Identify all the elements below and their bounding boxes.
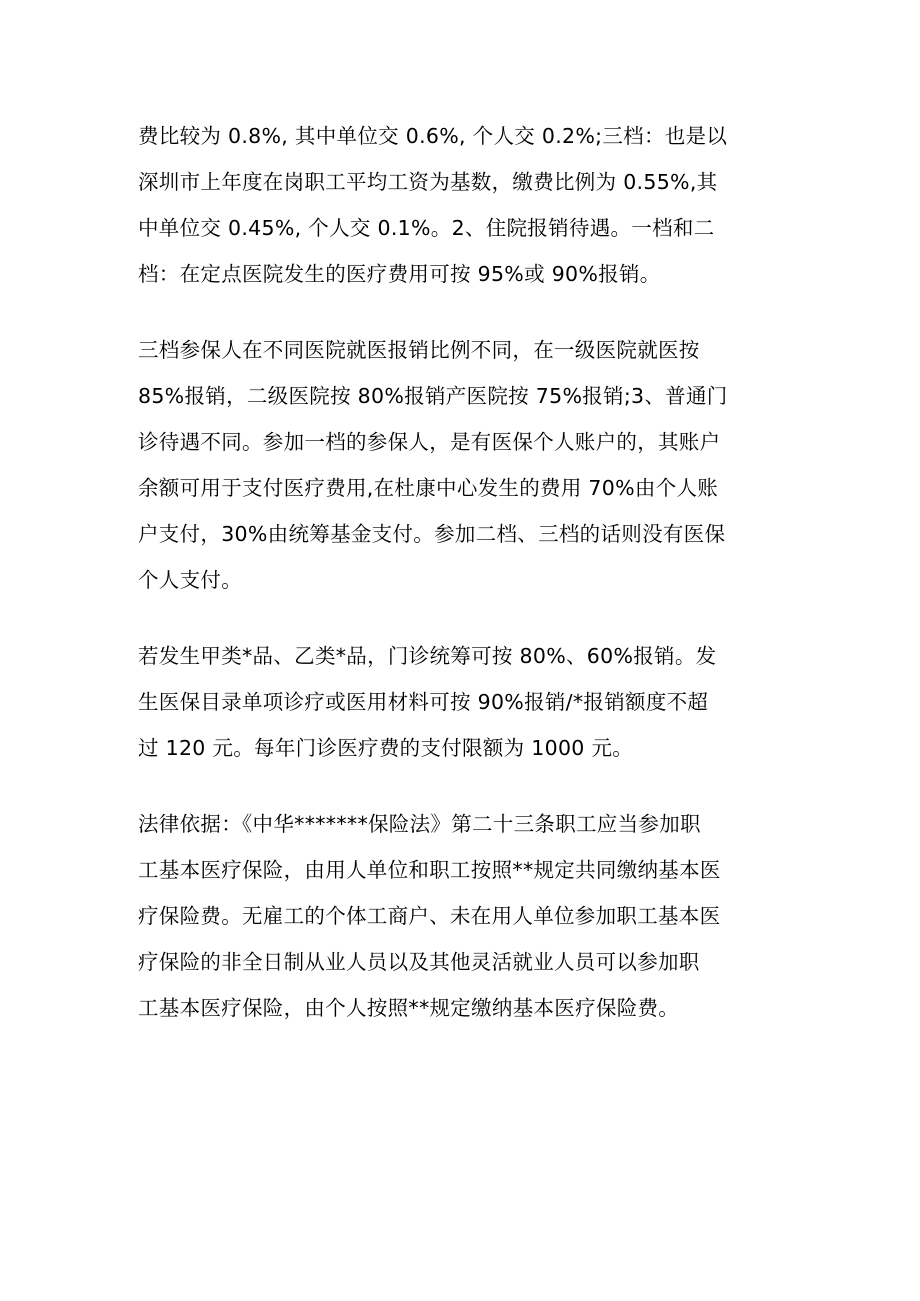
text-line: 档：在定点医院发生的医疗费用可按 95%或 90%报销。 <box>138 262 661 286</box>
text-line: 深圳市上年度在岗职工平均工资为基数，缴费比例为 0.55%,其 <box>138 170 718 194</box>
text-line: 过 120 元。每年门诊医疗费的支付限额为 1000 元。 <box>138 736 634 760</box>
text-line: 工基本医疗保险，由用人单位和职工按照**规定共同缴纳基本医 <box>138 858 721 882</box>
text-line: 户支付，30%由统筹基金支付。参加二档、三档的话则没有医保 <box>138 522 726 546</box>
text-line: 疗保险的非全日制从业人员以及其他灵活就业人员可以参加职 <box>138 950 700 974</box>
text-line: 法律依据：《中华*******保险法》第二十三条职工应当参加职 <box>138 812 701 836</box>
paragraph-1 <box>138 113 788 297</box>
text-line: 个人支付。 <box>138 568 242 592</box>
text-line: 生医保目录单项诊疗或医用材料可按 90%报销/*报销额度不超 <box>138 690 709 714</box>
text-line: 三档参保人在不同医院就医报销比例不同，在一级医院就医按 <box>138 338 700 362</box>
text-line: 费比较为 0.8%, 其中单位交 0.6%, 个人交 0.2%;三档：也是以 <box>138 124 728 148</box>
text-line: 余额可用于支付医疗费用,在杜康中心发生的费用 70%由个人账 <box>138 476 719 500</box>
text-line: 若发生甲类*品、乙类*品，门诊统筹可按 80%、60%报销。发 <box>138 644 717 668</box>
text-line: 工基本医疗保险，由个人按照**规定缴纳基本医疗保险费。 <box>138 996 680 1020</box>
text-line: 85%报销，二级医院按 80%报销产医院按 75%报销;3、普通门 <box>138 384 728 408</box>
document-body <box>138 113 788 1061</box>
text-line: 中单位交 0.45%, 个人交 0.1%。2、住院报销待遇。一档和二 <box>138 216 715 240</box>
paragraph-4 <box>138 801 788 1031</box>
paragraph-2 <box>138 327 788 603</box>
text-line: 疗保险费。无雇工的个体工商户、未在用人单位参加职工基本医 <box>138 904 721 928</box>
text-line: 诊待遇不同。参加一档的参保人，是有医保个人账户的，其账户 <box>138 430 721 454</box>
paragraph-3 <box>138 633 788 771</box>
